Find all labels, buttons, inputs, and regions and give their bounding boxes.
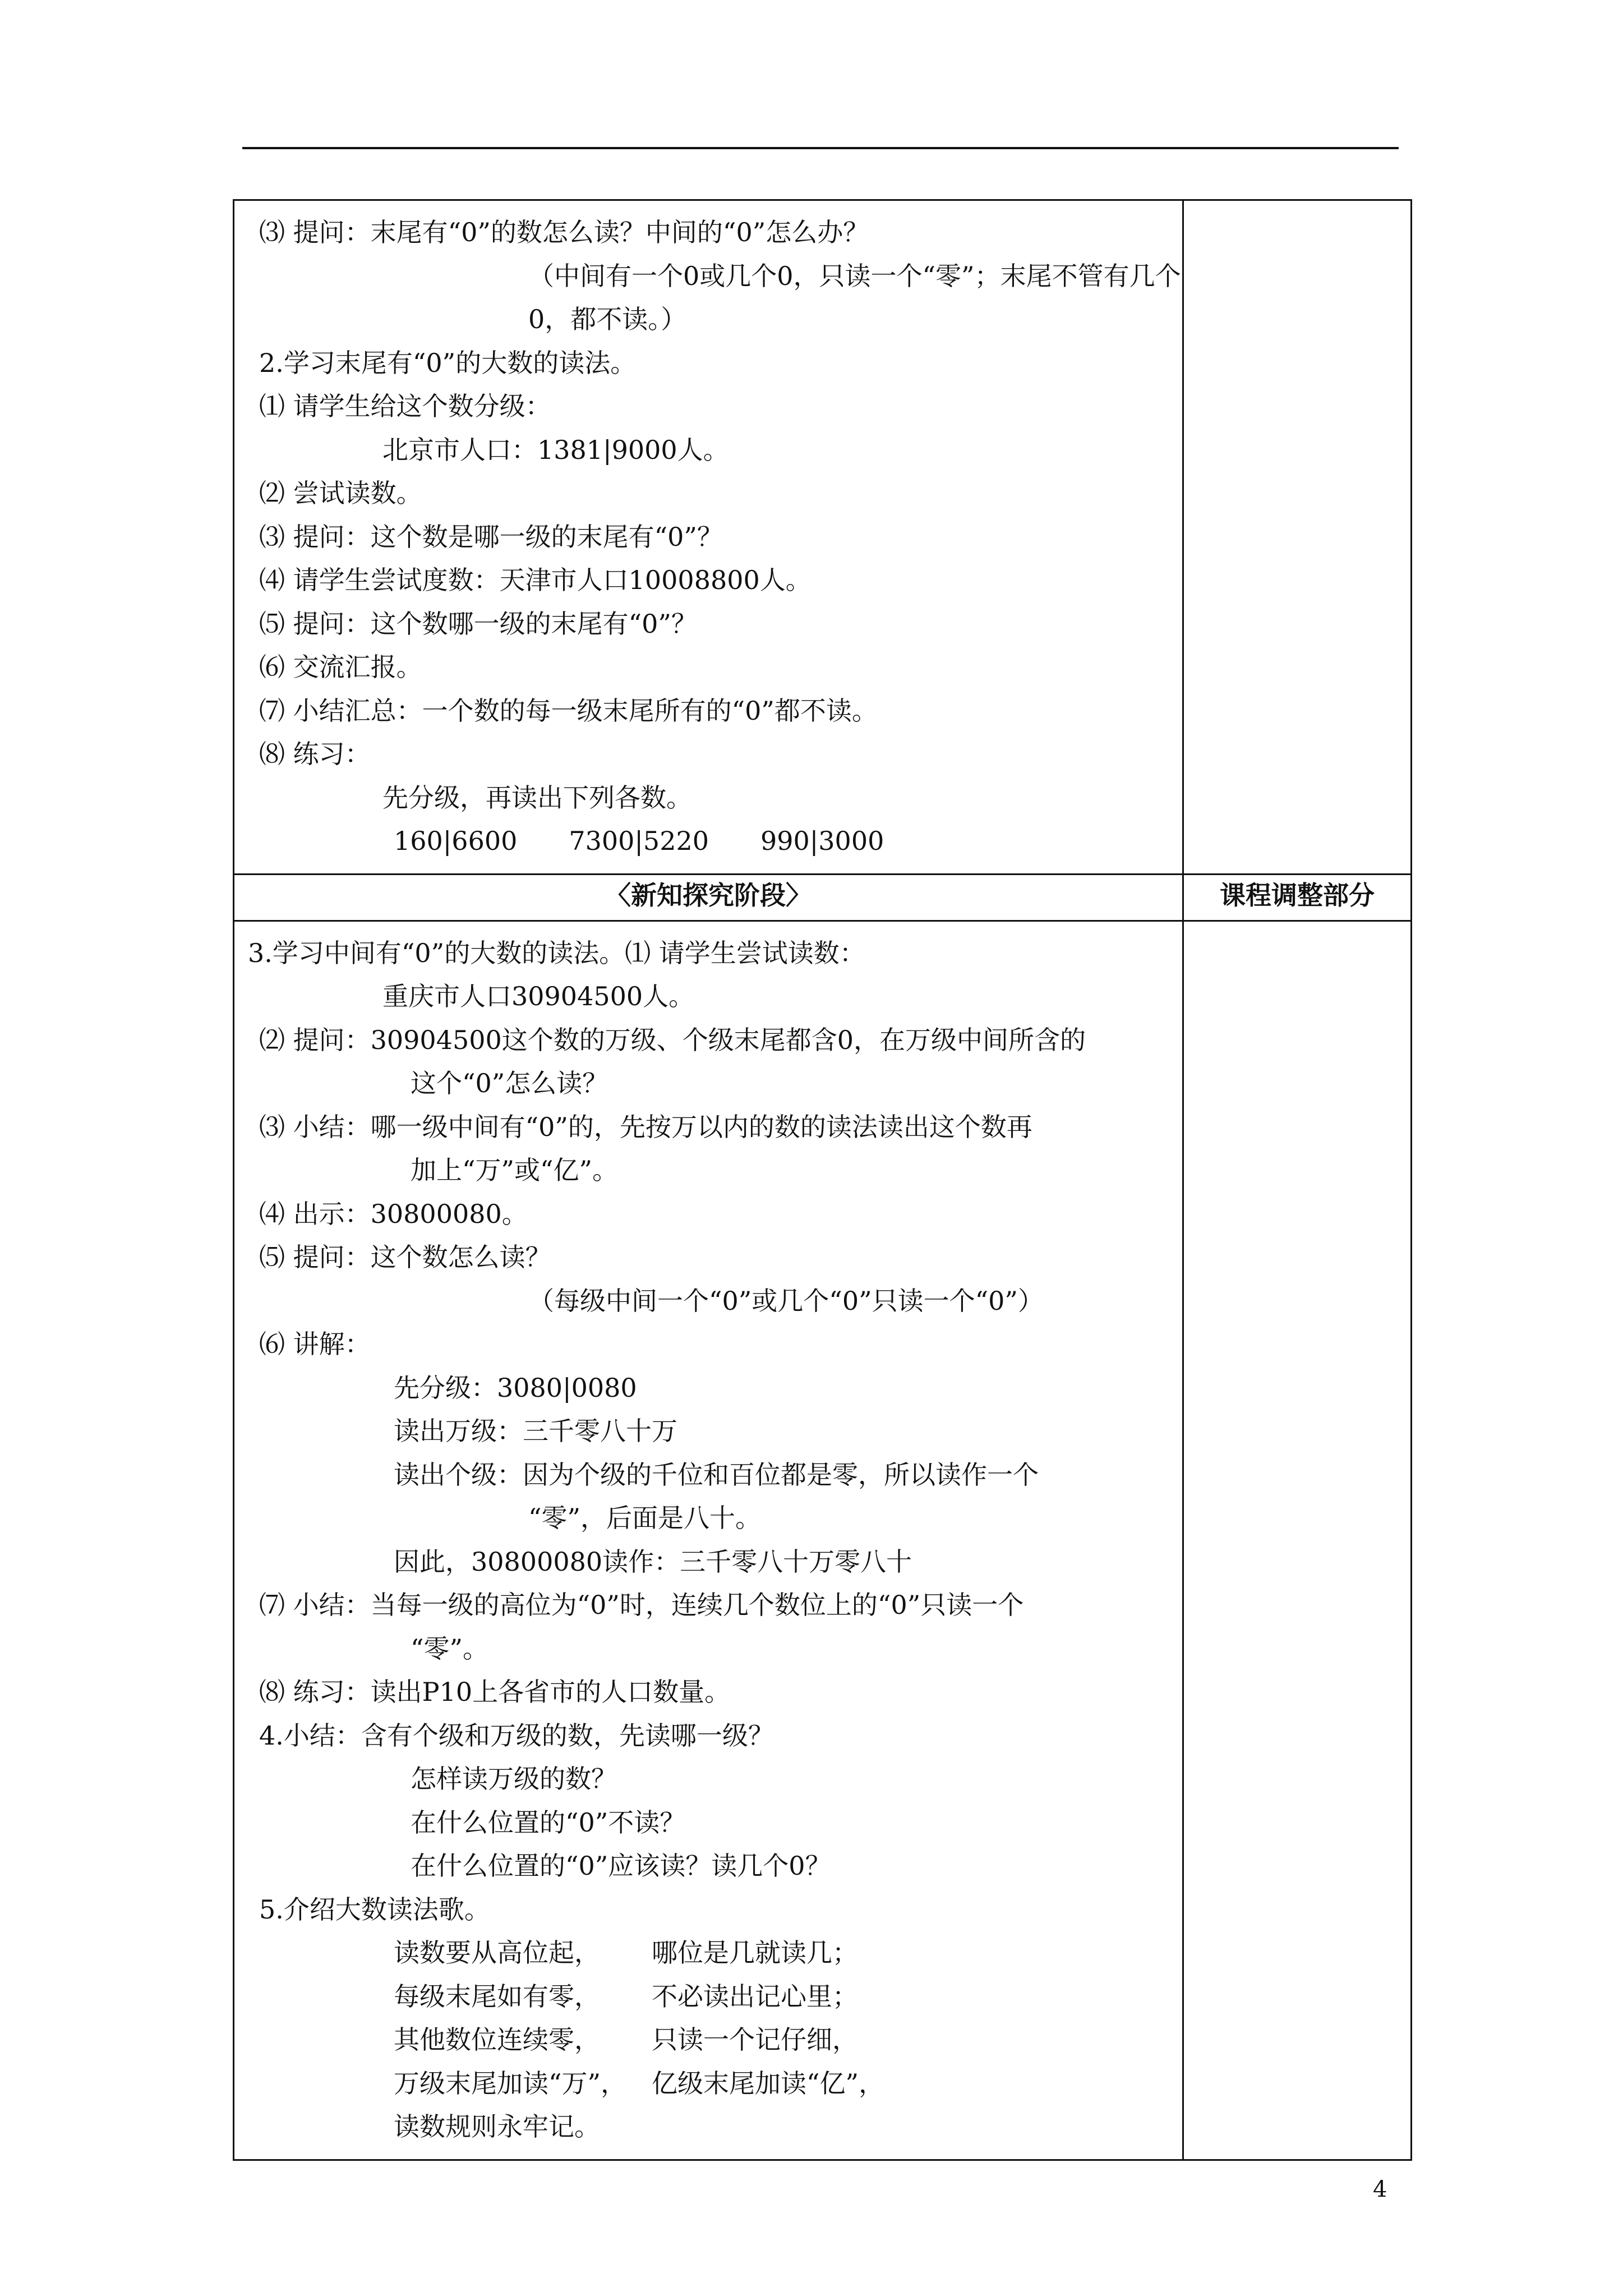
adjust-heading: 课程调整部分 [1183,874,1412,921]
top-content-cell [234,200,1183,875]
text-line: 重庆市人口30904500人。 [382,981,695,1011]
bottom-content-cell [234,921,1183,2160]
text-line: （每级中间一个“0”或几个“0”只读一个“0”） [528,1285,1044,1316]
text-line: 这个“0”怎么读？ [411,1068,608,1098]
bottom-lines [248,932,1172,1932]
song-line-second: 不必读出记心里； [652,1981,858,2012]
page-number: 4 [1373,2177,1387,2202]
text-line: “零”。 [411,1633,489,1664]
song-line [248,1931,1172,1975]
top-lines [234,201,1182,873]
text-line: 北京市人口：1381|9000人。 [382,434,729,465]
song-line [248,2062,1172,2106]
text-line: 先分级，再读出下列各数。 [382,782,692,813]
text-line: 5.介绍大数读法歌。 [259,1894,490,1925]
text-line: ⑹ 交流汇报。 [259,652,422,682]
text-line: ⑶ 提问：末尾有“0”的数怎么读？中间的“0”怎么办？ [259,217,869,247]
song-line-first: 其他数位连续零， [394,2024,600,2055]
text-line: ⑻ 练习： [259,739,371,769]
song-line-first: 读数规则永牢记。 [394,2111,600,2142]
bottom-adjust-cell [1183,921,1412,2160]
text-line: ⑹ 讲解： [259,1329,371,1359]
bottom-section-row [234,921,1412,2160]
text-line: ⑵ 提问：30904500这个数的万级、个级末尾都含0，在万级中间所含的 [259,1024,1086,1055]
text-line: 先分级：3080|0080 [394,1372,637,1403]
text-line: 3.学习中间有“0”的大数的读法。⑴ 请学生尝试读数： [248,937,865,968]
text-line: 读出个级：因为个级的千位和百位都是零，所以读作一个 [394,1459,1039,1490]
text-line: 在什么位置的“0”应该读？读几个0？ [411,1851,831,1881]
lesson-plan-table [233,199,1412,2161]
text-line: 4.小结：含有个级和万级的数，先读哪一级？ [259,1720,774,1751]
text-line: （中间有一个0或几个0，只读一个“零”；末尾不管有几个 [528,260,1181,291]
text-line: ⑷ 出示：30800080。 [259,1198,528,1229]
text-line: ⑺ 小结汇总：一个数的每一级末尾所有的“0”都不读。 [259,695,878,726]
text-line: ⑶ 小结：哪一级中间有“0”的，先按万以内的数的读法读出这个数再 [259,1111,1032,1142]
text-line: 2.学习末尾有“0”的大数的读法。 [259,347,637,378]
song-line-first: 万级末尾加读“万”， [394,2068,627,2099]
text-line: ⑸ 提问：这个数怎么读？ [259,1242,551,1272]
top-adjust-cell [1183,200,1412,875]
section-header-row [234,874,1412,921]
stage-heading: 〈新知探究阶段〉 [234,874,1183,921]
song-line-second: 只读一个记仔细， [652,2024,858,2055]
text-line: 加上“万”或“亿”。 [411,1155,619,1185]
song-line [248,1975,1172,2019]
text-line: 160|6600 7300|5220 990|3000 [394,826,884,856]
song-line [248,2105,1172,2149]
text-line: ⑻ 练习：读出P10上各省市的人口数量。 [259,1677,731,1707]
text-line: ⑸ 提问：这个数哪一级的末尾有“0”？ [259,608,697,639]
text-line: 怎样读万级的数？ [411,1764,617,1794]
song-line-first: 每级末尾如有零， [394,1981,600,2012]
text-line: 因此，30800080读作：三千零八十万零八十 [394,1546,912,1577]
text-line: 在什么位置的“0”不读？ [411,1807,686,1838]
text-line: ⑴ 请学生给这个数分级： [259,391,551,421]
header-rule [242,147,1399,149]
song-line-first: 读数要从高位起， [394,1938,600,1968]
song-line [248,2018,1172,2062]
text-line: “零”，后面是八十。 [528,1503,762,1533]
top-section-row [234,200,1412,875]
text-line: ⑶ 提问：这个数是哪一级的末尾有“0”？ [259,521,723,552]
text-line: ⑷ 请学生尝试度数：天津市人口10008800人。 [259,565,811,595]
song-line-second: 哪位是几就读几； [652,1938,858,1968]
song-line-second: 亿级末尾加读“亿”， [652,2068,885,2099]
bottom-content [234,922,1182,2159]
text-line: 0，都不读。） [528,304,687,334]
text-line: ⑺ 小结：当每一级的高位为“0”时，连续几个数位上的“0”只读一个 [259,1590,1024,1620]
reading-song [248,1931,1172,2149]
text-line: 读出万级：三千零八十万 [394,1416,677,1446]
text-line: ⑵ 尝试读数。 [259,478,422,508]
